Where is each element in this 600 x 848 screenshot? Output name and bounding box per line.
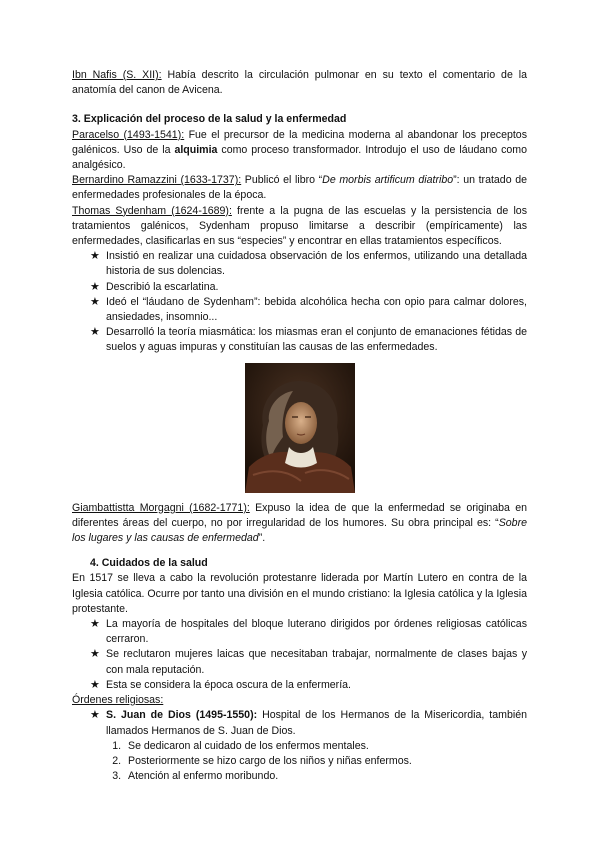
star-bullet-icon: ★ bbox=[90, 618, 100, 631]
morgagni-text: Expuso la idea de que la enfermedad se originaba en diferentes áreas del cuerpo, no por irregularidad de los humores. Su obra principal es: “ bbox=[72, 501, 527, 529]
morgagni-name: Giambattistta Morgagni (1682-1771): bbox=[72, 501, 250, 514]
list-item-text: Describió la escarlatina. bbox=[106, 280, 219, 293]
star-bullet-icon: ★ bbox=[90, 295, 100, 308]
morgagni-book-title: Sobre los lugares y las causas de enfermedad bbox=[72, 516, 527, 545]
paracelso-text-1: Fue el precursor de la medicina moderna al abandonar los preceptos galénicos. Uso de la bbox=[72, 128, 527, 156]
sydenham-bullet-list bbox=[72, 249, 527, 355]
ibn-nafis-name: Ibn Nafis (S. XII): bbox=[72, 69, 162, 81]
star-bullet-icon: ★ bbox=[90, 709, 100, 722]
star-bullet-icon: ★ bbox=[90, 678, 100, 691]
numbered-item: 1. Se dedicaron al cuidado de los enfermos mentales. bbox=[124, 739, 527, 754]
section-4-heading: 4. Cuidados de la salud bbox=[90, 557, 208, 570]
list-item bbox=[90, 325, 527, 355]
section-4-bullet-list bbox=[72, 617, 527, 693]
list-item-text: Esta se considera la época oscura de la enfermería. bbox=[106, 678, 351, 691]
ramazzini-paragraph bbox=[72, 173, 527, 203]
list-item-text: Insistió en realizar una cuidadosa observación de los enfermos, utilizando una detallada historia de sus dolencias. bbox=[106, 250, 527, 278]
ibn-nafis-text: Había descrito la circulación pulmonar en su texto el comentario de la anatomía del canon de Avicena. bbox=[72, 69, 527, 97]
ibn-nafis-paragraph bbox=[72, 68, 527, 98]
juan-de-dios-name: S. Juan de Dios (1495-1550): bbox=[106, 709, 258, 722]
sydenham-portrait bbox=[245, 363, 355, 493]
list-item-text: Ideó el “láudano de Sydenham”: bebida alcohólica hecha con opio para calmar dolores, ansiedades, insomnio... bbox=[106, 295, 527, 324]
list-item bbox=[90, 249, 527, 279]
list-item bbox=[90, 708, 527, 738]
paracelso-bold: alquimia bbox=[174, 143, 218, 156]
portrait-face bbox=[285, 402, 317, 444]
ramazzini-book-title: De morbis artificum diatribo bbox=[322, 174, 454, 187]
section-3-heading: 3. Explicación del proceso de la salud y la enfermedad bbox=[72, 113, 347, 126]
star-bullet-icon: ★ bbox=[90, 280, 100, 293]
ramazzini-text-1: Publicó el libro “ bbox=[241, 174, 323, 187]
paracelso-name: Paracelso (1493-1541): bbox=[72, 128, 185, 141]
ramazzini-text-2: ”: un tratado de enfermedades profesionales de la época. bbox=[72, 174, 527, 202]
list-item-text: La mayoría de hospitales del bloque luterano dirigidos por órdenes religiosas católicas cerraron. bbox=[106, 618, 527, 646]
numbered-item: 2. Posteriormente se hizo cargo de los niños y niñas enfermos. bbox=[124, 754, 527, 769]
morgagni-paragraph bbox=[72, 501, 527, 547]
list-item bbox=[90, 617, 527, 647]
star-bullet-icon: ★ bbox=[90, 326, 100, 339]
list-item bbox=[90, 678, 527, 693]
section-4-intro: En 1517 se lleva a cabo la revolución protestanre liderada por Martín Lutero en contra de la Iglesia católica. Ocurre por tanto una división en el mundo cristiano: la Iglesia católica y la Iglesia protestante. bbox=[72, 572, 527, 615]
document-page bbox=[72, 68, 527, 784]
list-item-text: Desarrolló la teoría miasmática: los miasmas eran el conjunto de emanaciones fétidas de suelos y aguas impuras y constituían las causas de las enfermedades. bbox=[106, 326, 527, 354]
juan-de-dios-numbered-list bbox=[72, 739, 527, 785]
list-item-text: Se reclutaron mujeres laicas que necesitaban trabajar, normalmente de clases bajas y con mala reputación. bbox=[106, 648, 527, 676]
sydenham-name: Thomas Sydenham (1624-1689): bbox=[72, 204, 232, 217]
star-bullet-icon: ★ bbox=[90, 250, 100, 263]
list-item bbox=[90, 280, 527, 295]
sydenham-paragraph bbox=[72, 204, 527, 250]
star-bullet-icon: ★ bbox=[90, 648, 100, 661]
sydenham-text: frente a la pugna de las escuelas y la persistencia de los tratamientos galénicos, Sydenham propuso limitarse a describir (empíricamente) las enfermedades, clasificarlas en sus “especies” y encontrar en ellas tratamientos específicos. bbox=[72, 204, 527, 248]
juan-de-dios-text: Hospital de los Hermanos de la Misericordia, también llamados Hermanos de S. Juan de Dios. bbox=[106, 709, 527, 737]
ramazzini-name: Bernardino Ramazzini (1633-1737): bbox=[72, 174, 242, 187]
paracelso-text-2: como proceso transformador. Introdujo el uso de láudano como analgésico. bbox=[72, 143, 527, 172]
list-item bbox=[90, 295, 527, 325]
numbered-item: 3. Atención al enfermo moribundo. bbox=[124, 769, 527, 784]
ordenes-bullet-list bbox=[72, 708, 527, 738]
morgagni-end: ”. bbox=[258, 532, 266, 545]
list-item bbox=[90, 647, 527, 677]
ordenes-label: Órdenes religiosas: bbox=[72, 694, 164, 707]
paracelso-paragraph bbox=[72, 128, 527, 174]
